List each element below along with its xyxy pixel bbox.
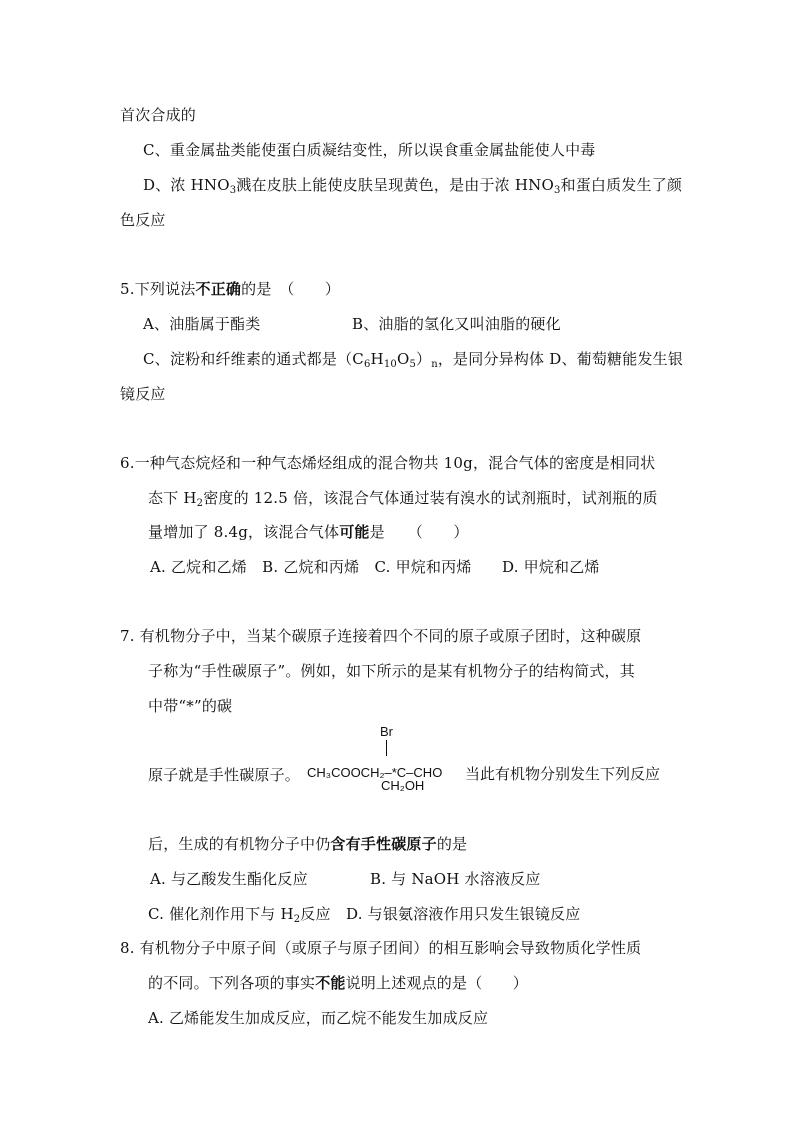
text-line: 后，生成的有机物分子中仍含有手性碳原子的是 <box>148 835 468 853</box>
option-c: C、淀粉和纤维素的通式都是$(C_6H_{10}O_5)_n$，是同分异构体 D、葡萄糖能发生银 <box>143 350 684 370</box>
option-c: C. 催化剂作用下与 $H_2$反应 <box>148 905 331 925</box>
text-line: 中带“*”的碳 <box>148 697 233 715</box>
option-d: D. 与银氨溶液作用只发生银镜反应 <box>346 905 581 923</box>
text-line: 子称为“手性碳原子”。例如，如下所示的是某有机物分子的结构简式，其 <box>148 662 635 680</box>
option-b: B. 与 NaOH 水溶液反应 <box>370 870 541 888</box>
text-line: 原子就是手性碳原子。 <box>148 766 301 784</box>
option-c: C、重金属盐类能使蛋白质凝结变性，所以误食重金属盐能使人中毒 <box>143 141 596 159</box>
formula-bond <box>386 740 387 756</box>
options-row: A. 乙烷和乙烯 B. 乙烷和丙烯 C. 甲烷和丙烯 D. 甲烷和乙烯 <box>150 558 600 576</box>
question-5: 5.下列说法不正确的是 （ ） <box>120 280 341 298</box>
option-d: D、浓 $HNO_3$溅在皮肤上能使皮肤呈现黄色，是由于浓 $HNO_3$和蛋白质发生了颜 <box>143 176 683 196</box>
option-a: A. 乙烯能发生加成反应，而乙烷不能发生加成反应 <box>148 1009 489 1027</box>
option-a: A. 与乙酸发生酯化反应 <box>150 870 308 888</box>
option-a: A、油脂属于酯类 <box>143 315 261 333</box>
text-line: 态下 $H_2$密度的 12.5 倍，该混合气体通过装有溴水的试剂瓶时，试剂瓶的质 <box>148 489 658 509</box>
text-line: 首次合成的 <box>120 106 197 124</box>
option-b: B、油脂的氢化又叫油脂的硬化 <box>352 315 561 333</box>
formula-oh: CH₂OH <box>381 778 425 793</box>
question-6: 6.一种气态烷烃和一种气态烯烃组成的混合物共 10g，混合气体的密度是相同状 <box>120 454 656 472</box>
question-7: 7. 有机物分子中，当某个碳原子连接着四个不同的原子或原子团时，这种碳原 <box>120 627 642 645</box>
formula-br: Br <box>380 724 393 739</box>
text-line: 量增加了 8.4g，该混合气体可能是 （ ） <box>148 523 469 541</box>
text-line: 色反应 <box>120 211 166 229</box>
text-line: 的不同。下列各项的事实不能说明上述观点的是（ ） <box>148 974 529 992</box>
text-line: 镜反应 <box>120 385 166 403</box>
formula-main: CH₃COOCH₂–*C–CHO <box>307 765 443 780</box>
structural-formula <box>307 724 457 794</box>
question-8: 8. 有机物分子中原子间（或原子与原子团间）的相互影响会导致物质化学性质 <box>120 939 642 957</box>
text-line: 当此有机物分别发生下列反应 <box>465 765 661 783</box>
